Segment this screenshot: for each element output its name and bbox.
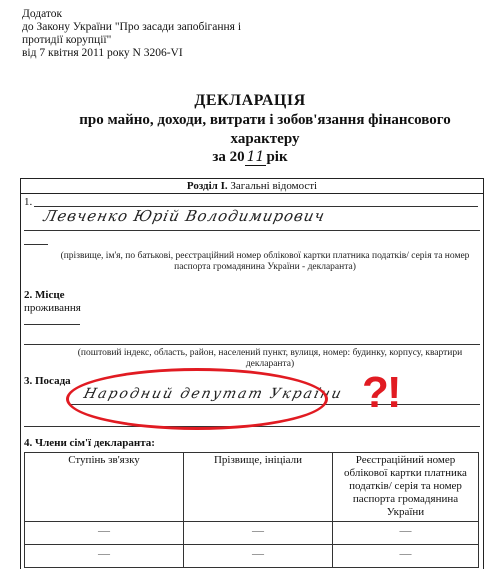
highlight-oval	[66, 368, 328, 430]
question-exclamation-annotation: ?!	[362, 368, 400, 417]
page-title: ДЕКЛАРАЦІЯ	[194, 92, 306, 109]
residence-field[interactable]	[24, 344, 480, 345]
annex-note	[22, 8, 241, 60]
year-handwritten[interactable]: 11	[246, 149, 265, 165]
column-header-tax-id: Реєстраційний номер облікової картки платника податків/ серія та номер паспорта громадянина України	[333, 453, 479, 522]
table-cell[interactable]: —	[184, 545, 333, 568]
item-2-label: 2. Місце	[24, 289, 65, 301]
item-1-hint: (прізвище, ім'я, по батькові, реєстраційний номер облікової картки платника податків/ серія та номер паспорта громадянина України - декларанта)	[60, 251, 470, 272]
table-cell[interactable]: —	[333, 545, 479, 568]
year-suffix: рік	[266, 149, 288, 165]
table-row	[25, 545, 479, 568]
declaration-year	[0, 149, 500, 166]
item-3-label: 3. Посада	[24, 375, 71, 387]
annex-line: від 7 квітня 2011 року N 3206-VI	[22, 47, 183, 59]
family-members-table	[24, 452, 479, 568]
column-header-relation: Ступінь зв'язку	[25, 453, 184, 522]
item-1-short-rule	[24, 244, 48, 245]
table-row	[25, 522, 479, 545]
table-cell[interactable]: —	[25, 522, 184, 545]
item-2-label-line2: проживання	[24, 302, 81, 314]
section-name: Загальні відомості	[230, 180, 318, 192]
item-2-short-rule	[24, 324, 80, 325]
annex-line: протидії корупції"	[22, 34, 112, 46]
annex-line: Додаток	[22, 8, 63, 20]
table-cell[interactable]: —	[333, 522, 479, 545]
section-header	[21, 179, 483, 194]
table-cell[interactable]: —	[25, 545, 184, 568]
item-1-number: 1.	[24, 196, 33, 208]
item-2-hint: (поштовий індекс, область, район, населений пункт, вулиця, номер: будинку, корпусу, квартири декларанта)	[77, 348, 463, 369]
declarant-name-field[interactable]: Левченко Юрій Володимирович	[42, 207, 327, 225]
annex-line: до Закону України "Про засади запобігання і	[22, 21, 242, 33]
item-1-rule	[24, 230, 480, 231]
position-field[interactable]: Народний депутат України	[82, 386, 345, 402]
table-header-row	[25, 453, 479, 522]
year-prefix: за 20	[212, 149, 245, 165]
section-label: Розділ I.	[186, 180, 228, 192]
item-4-label: 4. Члени сім'ї декларанта:	[24, 437, 155, 449]
table-cell[interactable]: —	[184, 522, 333, 545]
column-header-name: Прізвище, ініціали	[184, 453, 333, 522]
page-subtitle: про майно, доходи, витрати і зобов'язання фінансового характеру	[79, 112, 451, 147]
